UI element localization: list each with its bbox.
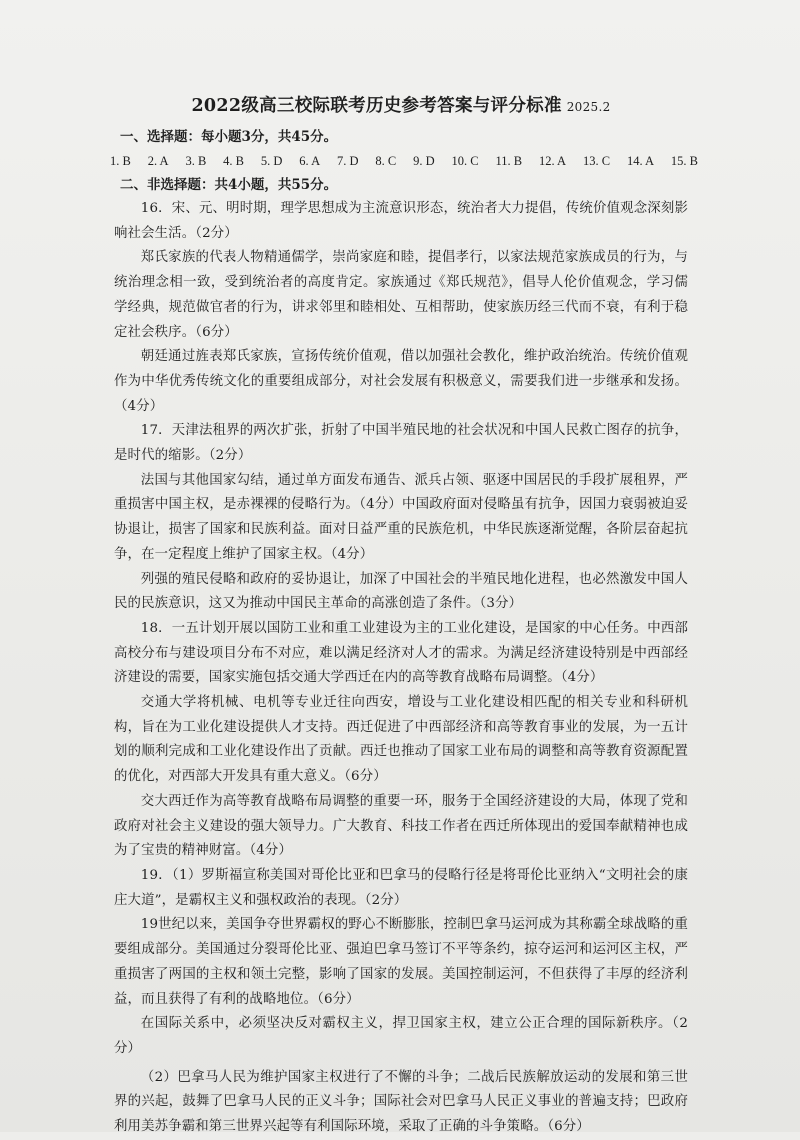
answer-paragraph-q18-background: 18．一五计划开展以国防工业和重工业建设为主的工业化建设，是国家的中心任务。中西部高校分布与建设项目分布不对应，难以满足经济对人才的需求。为满足经济建设特别是中西部经济建设的需要，国家实施包括交通大学西迁在内的高等教育战略布局调整。（4分）	[114, 620, 688, 686]
answer-item: 1. B	[110, 154, 131, 168]
answer-item: 9. D	[413, 154, 435, 168]
section-heading-non-multiple-choice: 二、非选择题：共4小题，共55分。	[120, 177, 338, 193]
answer-paragraph-q16-theme: 16．宋、元、明时期，理学思想成为主流意识形态，统治者大力提倡，传统价值观念深刻影响社会生活。（2分）	[114, 201, 688, 241]
answer-paragraph-q19-conclusion: 在国际关系中，必须坚决反对霸权主义，捍卫国家主权，建立公正合理的国际新秩序。（2分）	[114, 1016, 688, 1056]
answer-key-row	[110, 149, 708, 173]
answer-paragraph-q19-part1: 19．（1）罗斯福宣称美国对哥伦比亚和巴拿马的侵略行径是将哥伦比亚纳入“文明社会的康庄大道”，是霸权主义和强权政治的表现。（2分）	[114, 867, 688, 908]
answer-item: 10. C	[451, 154, 479, 168]
answer-paragraph-q18-significance: 交大西迁作为高等教育战略布局调整的重要一环，服务于全国经济建设的大局，体现了党和政府对社会主义建设的强大领导力。广大教育、科技工作者在西迁所体现出的爱国奉献精神也成为了宝贵的精神财富。（4分）	[114, 793, 688, 859]
answer-item: 5. D	[260, 154, 283, 168]
document-title	[114, 92, 688, 117]
answer-item: 11. B	[495, 154, 523, 168]
answer-item: 8. C	[375, 154, 397, 168]
title-text: 2022级高三校际联考历史参考答案与评分标准	[191, 96, 562, 116]
answer-item: 13. C	[582, 154, 611, 168]
answer-paragraph-q19-analysis: 19世纪以来，美国争夺世界霸权的野心不断膨胀，控制巴拿马运河成为其称霸全球战略的重要组成部分。美国通过分裂哥伦比亚、强迫巴拿马签订不平等条约，掠夺运河和运河区主权，严重损害了两国的主权和领土完整，影响了国家的发展。美国控制运河，不但获得了丰厚的经济利益，而且获得了有利的战略地位。（6分）	[114, 917, 688, 1007]
answer-item: 3. B	[185, 154, 207, 168]
answer-item: 15. B	[670, 154, 698, 168]
answer-item: 4. B	[223, 154, 244, 168]
answer-paragraph-q17-theme: 17．天津法租界的两次扩张，折射了中国半殖民地的社会状况和中国人民救亡图存的抗争，是时代的缩影。（2分）	[114, 423, 688, 464]
answer-item: 14. A	[626, 154, 655, 168]
answer-paragraph-q16-court: 朝廷通过旌表郑氏家族，宣扬传统价值观，借以加强社会教化，维护政治统治。传统价值观作为中华优秀传统文化的重要组成部分，对社会发展有积极意义，需要我们进一步继承和发扬。（4分）	[114, 349, 688, 414]
answer-item: 12. A	[539, 154, 567, 168]
answer-paragraph-q17-conclusion: 列强的殖民侵略和政府的妥协退让，加深了中国社会的半殖民地化进程，也必然激发中国人民的民族意识，这又为推动中国民主革命的高涨创造了条件。（3分）	[114, 571, 688, 612]
section-heading-multiple-choice: 一、选择题：每小题3分，共45分。	[120, 129, 338, 145]
answer-item: 7. D	[337, 154, 359, 168]
answer-paragraph-q18-analysis: 交通大学将机械、电机等专业迁往向西安，增设与工业化建设相匹配的相关专业和科研机构，旨在为工业化建设提供人才支持。西迁促进了中西部经济和高等教育事业的发展，为一五计划的顺利完成和工业化建设作出了贡献。西迁也推动了国家工业布局的调整和高等教育资源配置的优化，对西部大开发具有重大意义。（6分）	[114, 695, 688, 785]
answer-paragraph-q19-part2: （2）巴拿马人民为维护国家主权进行了不懈的斗争；二战后民族解放运动的发展和第三世界的兴起，鼓舞了巴拿马人民的正义斗争；国际社会对巴拿马人民正义事业的普遍支持；巴政府利用美苏争霸和第三世界兴起等有利国际环境，采取了正确的斗争策略。（6分）	[114, 1069, 688, 1135]
answer-item: 2. A	[147, 154, 169, 168]
answer-paragraph-q17-analysis: 法国与其他国家勾结，通过单方面发布通告、派兵占领、驱逐中国居民的手段扩展租界，严重损害中国主权，是赤裸裸的侵略行为。（4分）中国政府面对侵略虽有抗争，因国力衰弱被迫妥协退让，损害了国家和民族利益。面对日益严重的民族危机，中华民族逐渐觉醒，各阶层奋起抗争，在一定程度上维护了国家主权。（4分）	[114, 472, 688, 562]
answer-paragraph-q16-family: 郑氏家族的代表人物精通儒学，崇尚家庭和睦，提倡孝行，以家法规范家族成员的行为，与统治理念相一致，受到统治者的高度肯定。家族通过《郑氏规范》，倡导人伦价值观念，学习儒学经典，规范做官者的行为，讲求邻里和睦相处、互相帮助，使家族历经三代而不衰，有利于稳定社会秩序。（6分）	[114, 250, 688, 340]
title-date: 2025.2	[566, 100, 611, 114]
answer-item: 6. A	[299, 154, 321, 168]
